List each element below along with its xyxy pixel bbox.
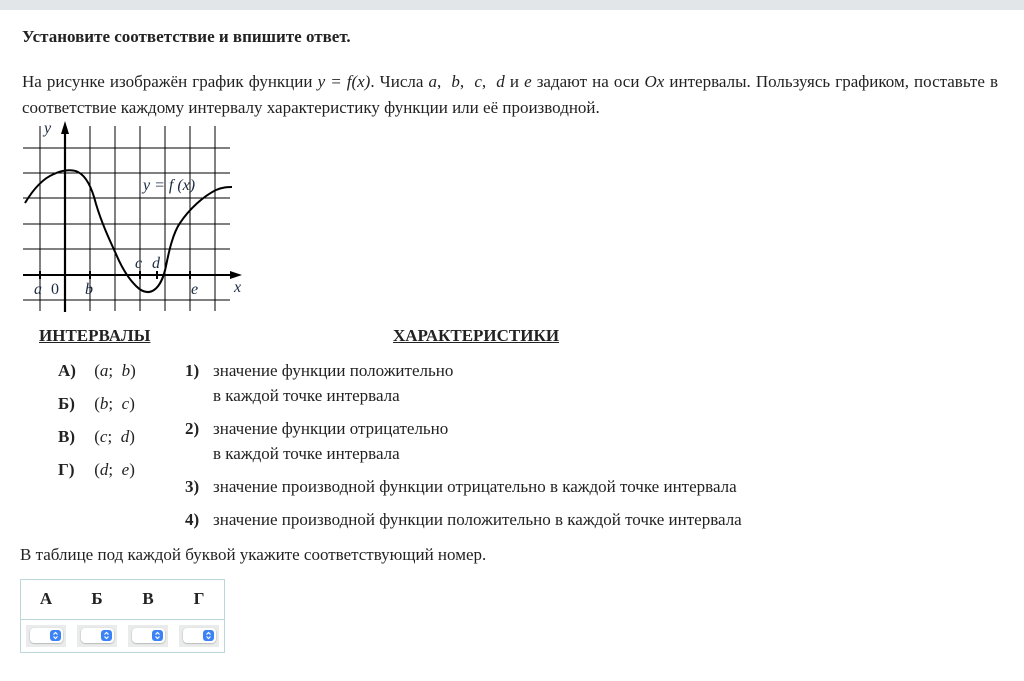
point-e-label: e bbox=[191, 281, 199, 298]
intro-text: и bbox=[504, 72, 525, 91]
characteristic-number: 3) bbox=[185, 477, 200, 496]
x-axis bbox=[23, 271, 242, 279]
characteristic-text bbox=[213, 358, 453, 408]
intro-text: задают на оси bbox=[531, 72, 645, 91]
x-axis-arrow-icon bbox=[230, 271, 242, 279]
column-header-g: Г bbox=[193, 589, 205, 608]
answer-select-a[interactable] bbox=[30, 628, 63, 643]
answer-table-header bbox=[21, 580, 224, 620]
interval-from: c bbox=[99, 427, 108, 446]
select-arrows-icon bbox=[101, 630, 112, 641]
point-c-label: c bbox=[135, 255, 143, 272]
answer-select-b[interactable] bbox=[81, 628, 114, 643]
interval-to: e bbox=[121, 460, 130, 479]
task-intro: На рисунке изображён график функции y = f(x). Числа a, b, c, d и e задают на оси Ox интервалы. Пользуясь графиком, поставьте в соответствие каждому интервалу характеристику функции или её производной. bbox=[22, 72, 999, 117]
interval-to: c bbox=[121, 394, 130, 413]
interval-item bbox=[58, 427, 135, 447]
interval-to: b bbox=[121, 361, 131, 380]
answer-cell-a bbox=[26, 625, 66, 647]
characteristic-line: значение функции отрицательно bbox=[213, 419, 449, 438]
characteristic-text bbox=[213, 416, 448, 466]
interval-value: (a; b) bbox=[94, 361, 136, 380]
answer-select-g[interactable] bbox=[183, 628, 216, 643]
select-arrows-icon bbox=[50, 630, 61, 641]
characteristic-text: значение производной функции отрицательно в каждой точке интервала bbox=[213, 477, 737, 496]
intro-var-a: a bbox=[428, 72, 437, 91]
intro-var-c: c bbox=[474, 72, 482, 91]
intro-text: интервалы. Пользуясь графиком, поставьте в соответствие каждому интервалу характеристику функции или её производной. bbox=[22, 72, 999, 117]
function-curve bbox=[25, 170, 232, 292]
top-bar bbox=[0, 0, 1024, 10]
origin-label: 0 bbox=[51, 281, 59, 298]
characteristic-line: в каждой точке интервала bbox=[213, 444, 400, 463]
characteristic-line: значение функции положительно bbox=[213, 361, 454, 380]
y-axis bbox=[61, 121, 69, 312]
interval-label: Г) bbox=[58, 460, 75, 479]
interval-value: (b; c) bbox=[94, 394, 135, 413]
y-axis-arrow-icon bbox=[61, 121, 69, 134]
function-graph bbox=[18, 116, 253, 316]
interval-from: b bbox=[99, 394, 109, 413]
interval-label: Б) bbox=[58, 394, 75, 413]
interval-item bbox=[58, 460, 135, 480]
interval-value: (c; d) bbox=[94, 427, 135, 446]
answer-instruction: В таблице под каждой буквой укажите соответствующий номер. bbox=[20, 545, 487, 564]
intro-var-b: b bbox=[451, 72, 460, 91]
point-b-label: b bbox=[85, 281, 93, 298]
answer-cell-g bbox=[179, 625, 219, 647]
interval-value: (d; e) bbox=[94, 460, 135, 479]
answer-cell-b bbox=[77, 625, 117, 647]
characteristic-number: 1) bbox=[185, 361, 200, 380]
intro-text: . Числа bbox=[370, 72, 429, 91]
interval-from: d bbox=[99, 460, 109, 479]
column-header-v: В bbox=[142, 589, 154, 608]
intervals-header: ИНТЕРВАЛЫ bbox=[39, 326, 151, 345]
interval-item bbox=[58, 361, 136, 381]
answer-table bbox=[20, 579, 225, 653]
point-a-label: a bbox=[34, 281, 42, 298]
column-header-b: Б bbox=[91, 589, 103, 608]
curve-label: y = f (x) bbox=[143, 177, 196, 194]
intro-function: y = f(x) bbox=[317, 72, 371, 91]
interval-item bbox=[58, 394, 135, 414]
select-arrows-icon bbox=[203, 630, 214, 641]
y-axis-label: y bbox=[44, 120, 52, 137]
task-title: Установите соответствие и впишите ответ. bbox=[22, 27, 351, 46]
characteristic-number: 4) bbox=[185, 510, 200, 529]
characteristic-number: 2) bbox=[185, 419, 200, 438]
characteristics-header: ХАРАКТЕРИСТИКИ bbox=[393, 326, 560, 345]
column-header-a: А bbox=[39, 589, 53, 608]
answer-cell-v bbox=[128, 625, 168, 647]
interval-label: В) bbox=[58, 427, 75, 446]
select-arrows-icon bbox=[152, 630, 163, 641]
point-d-label: d bbox=[152, 255, 160, 272]
interval-from: a bbox=[99, 361, 109, 380]
interval-label: А) bbox=[58, 361, 76, 380]
characteristic-line: в каждой точке интервала bbox=[213, 386, 400, 405]
characteristic-text: значение производной функции положительно в каждой точке интервала bbox=[213, 510, 742, 529]
answer-select-v[interactable] bbox=[132, 628, 165, 643]
intro-text: На рисунке изображён график функции bbox=[22, 72, 318, 91]
intro-var-e: e bbox=[524, 72, 532, 91]
intro-axis: Ox bbox=[644, 72, 665, 91]
intro-var-d: d bbox=[496, 72, 505, 91]
interval-to: d bbox=[120, 427, 130, 446]
x-axis-label: x bbox=[234, 279, 242, 296]
